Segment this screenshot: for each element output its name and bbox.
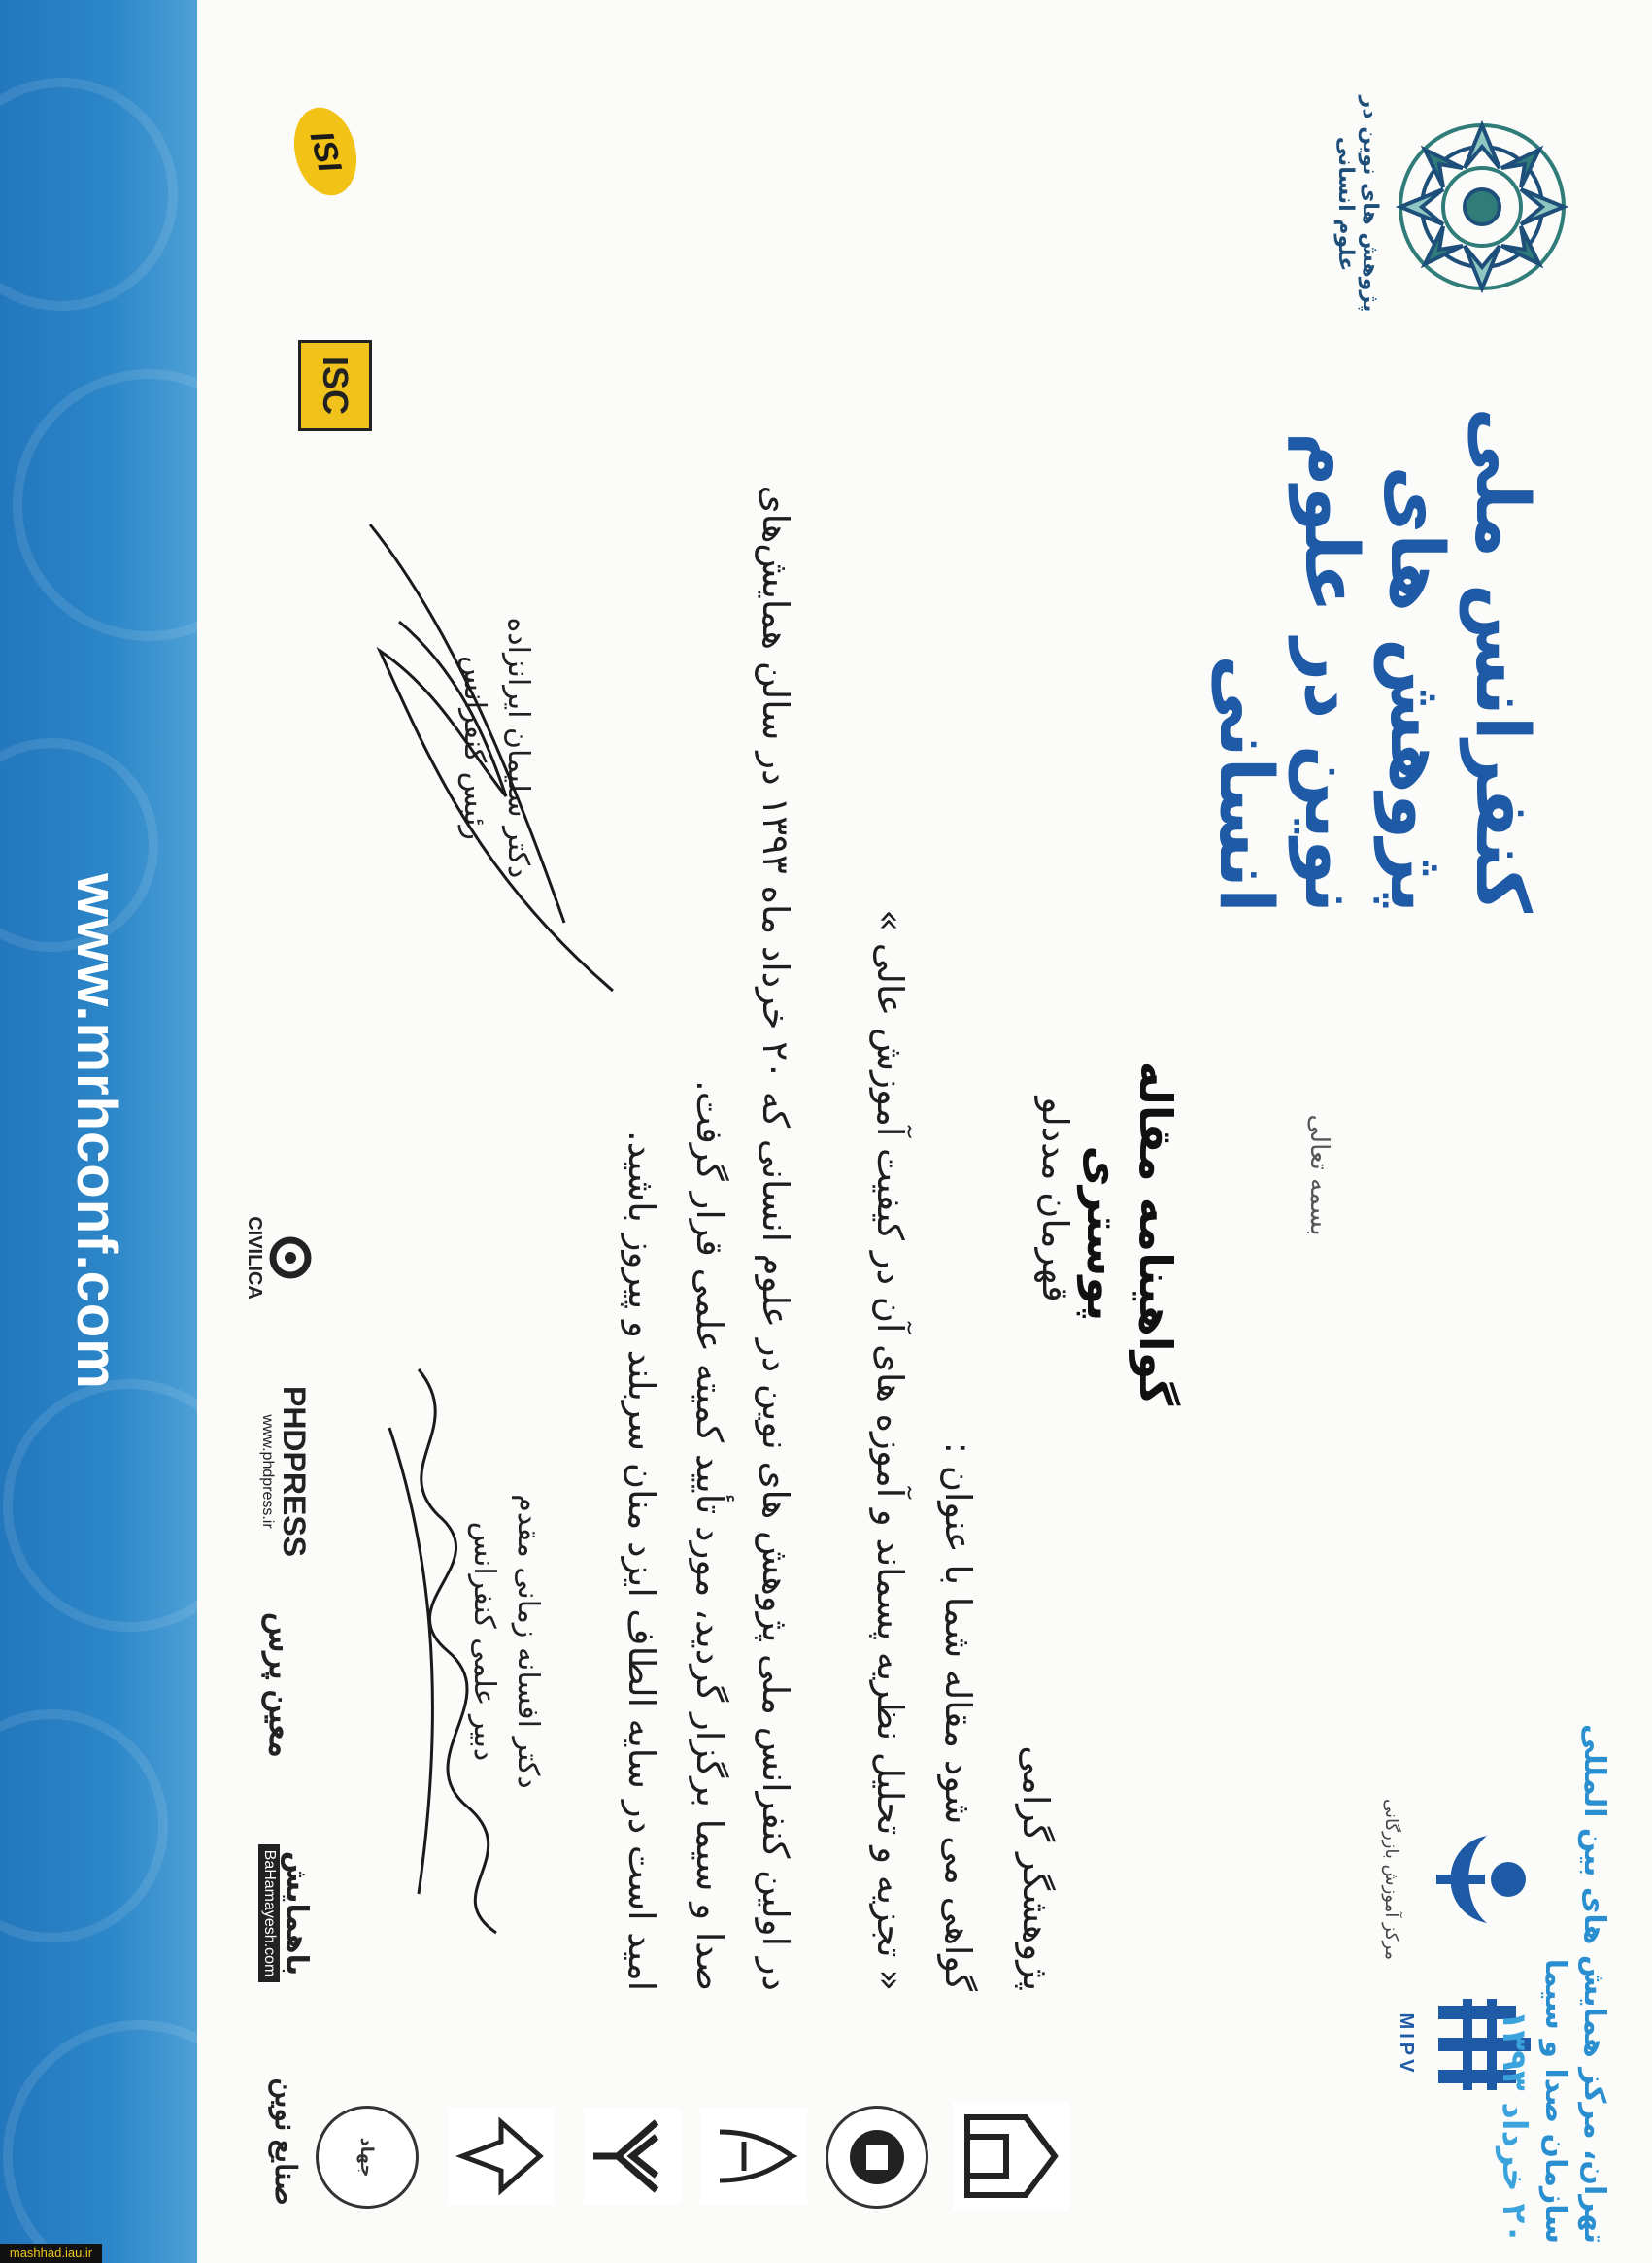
isc-logo: ISC xyxy=(298,340,372,431)
seal-icon xyxy=(843,2123,911,2191)
signatory-role: دبیر علمی کنفرانس xyxy=(467,1521,501,1762)
watermark-tag: mashhad.iau.ir xyxy=(0,2244,102,2263)
civilica-logo xyxy=(243,1175,312,1340)
bahamayesh-label: باهمایش xyxy=(280,1850,314,1976)
isi-logo: ISI xyxy=(286,101,365,202)
phdpress-label: PHDPRESS xyxy=(277,1385,312,1558)
bird-emblem-icon xyxy=(453,2112,550,2200)
phdpress-logo xyxy=(258,1379,312,1564)
civilica-icon xyxy=(269,1229,312,1287)
body-line-3: صدا و سیما برگزار گردید، مورد تأیید کمیته علمی قرار گرفت. xyxy=(689,1079,730,1991)
signature-left xyxy=(331,505,623,1010)
university-logo-2 xyxy=(584,2108,681,2205)
building-emblem-icon xyxy=(958,2108,1064,2205)
conference-title: کنفرانس ملی پژوهش های نوین در علوم انسانی xyxy=(1203,407,1546,913)
signatory-role: رئیس کنفرانس xyxy=(457,656,491,840)
recipient-name: قهرمان مددلو xyxy=(1034,1097,1076,1302)
eagle-icon xyxy=(589,2112,676,2200)
university-logo-4 xyxy=(826,2106,928,2209)
body-line-2: در اولین کنفرانس ملی پژوهش های نوین در علوم انسانی که ۲۰ خرداد ماه ۱۳۹۳ در سالن همایش‌های xyxy=(755,485,796,1991)
civilica-label: CIVILICA xyxy=(244,1216,265,1300)
venue-line-2: سازمان صدا و سیما xyxy=(1538,1958,1572,2244)
university-logo-3 xyxy=(700,2108,807,2205)
paper-title: « تجزیه و تحلیل نظریه پسماند و آموزه های آن در کیفیت آموزش عالی » xyxy=(869,909,911,1991)
org-caption: مرکز آموزش بازرگانی xyxy=(1381,1798,1401,1961)
certify-line: گواهی می شود مقاله شما با عنوان : xyxy=(937,1441,979,1991)
venue-line-1: تهران، مرکز همایش های بین المللی xyxy=(1577,1723,1611,2244)
rosette-icon xyxy=(1390,115,1574,299)
jihad-logo: جهاد xyxy=(316,2106,419,2209)
phdpress-url: www.phdpress.ir xyxy=(259,1414,276,1529)
rosette-logo xyxy=(1390,115,1574,299)
signatory-name: دکتر افسانه زمانی مقدم xyxy=(511,1494,545,1789)
sanaye-logo: صنایع نوین xyxy=(269,2077,301,2206)
university-logo-1 xyxy=(448,2108,555,2205)
bismillah: بسمه تعالی xyxy=(1304,1114,1333,1236)
website-url: www.mrhconf.com xyxy=(65,873,128,1390)
signatory-name: دکتر سلیمان ایرانزاده xyxy=(501,617,535,879)
calligraphy-emblem-icon xyxy=(705,2112,802,2200)
moin-press-logo: معین پرس xyxy=(262,1612,299,1758)
mipv-label: MIPV xyxy=(1396,2012,1417,2077)
bahamayesh-url: BaHamayesh.com xyxy=(258,1844,280,1983)
university-logo-5 xyxy=(953,2103,1069,2210)
conference-logo-caption: پژوهش های نوین در علوم انسانی xyxy=(1333,95,1382,313)
venue-block xyxy=(1493,1719,1613,2244)
signature-right xyxy=(370,1350,584,1952)
certificate-heading: گواهینامه مقاله پوستری xyxy=(1077,1061,1182,1406)
body-line-4: امید است در سایه الطاف ایزد منان سربلند و پیروز باشید. xyxy=(621,1130,662,1991)
recipient-label: پژوهشگر گرامی xyxy=(1015,1745,1057,1991)
bahamayesh-logo xyxy=(258,1816,314,2010)
venue-date: ۲۰ خرداد ۱۳۹۳ xyxy=(1495,2010,1534,2244)
